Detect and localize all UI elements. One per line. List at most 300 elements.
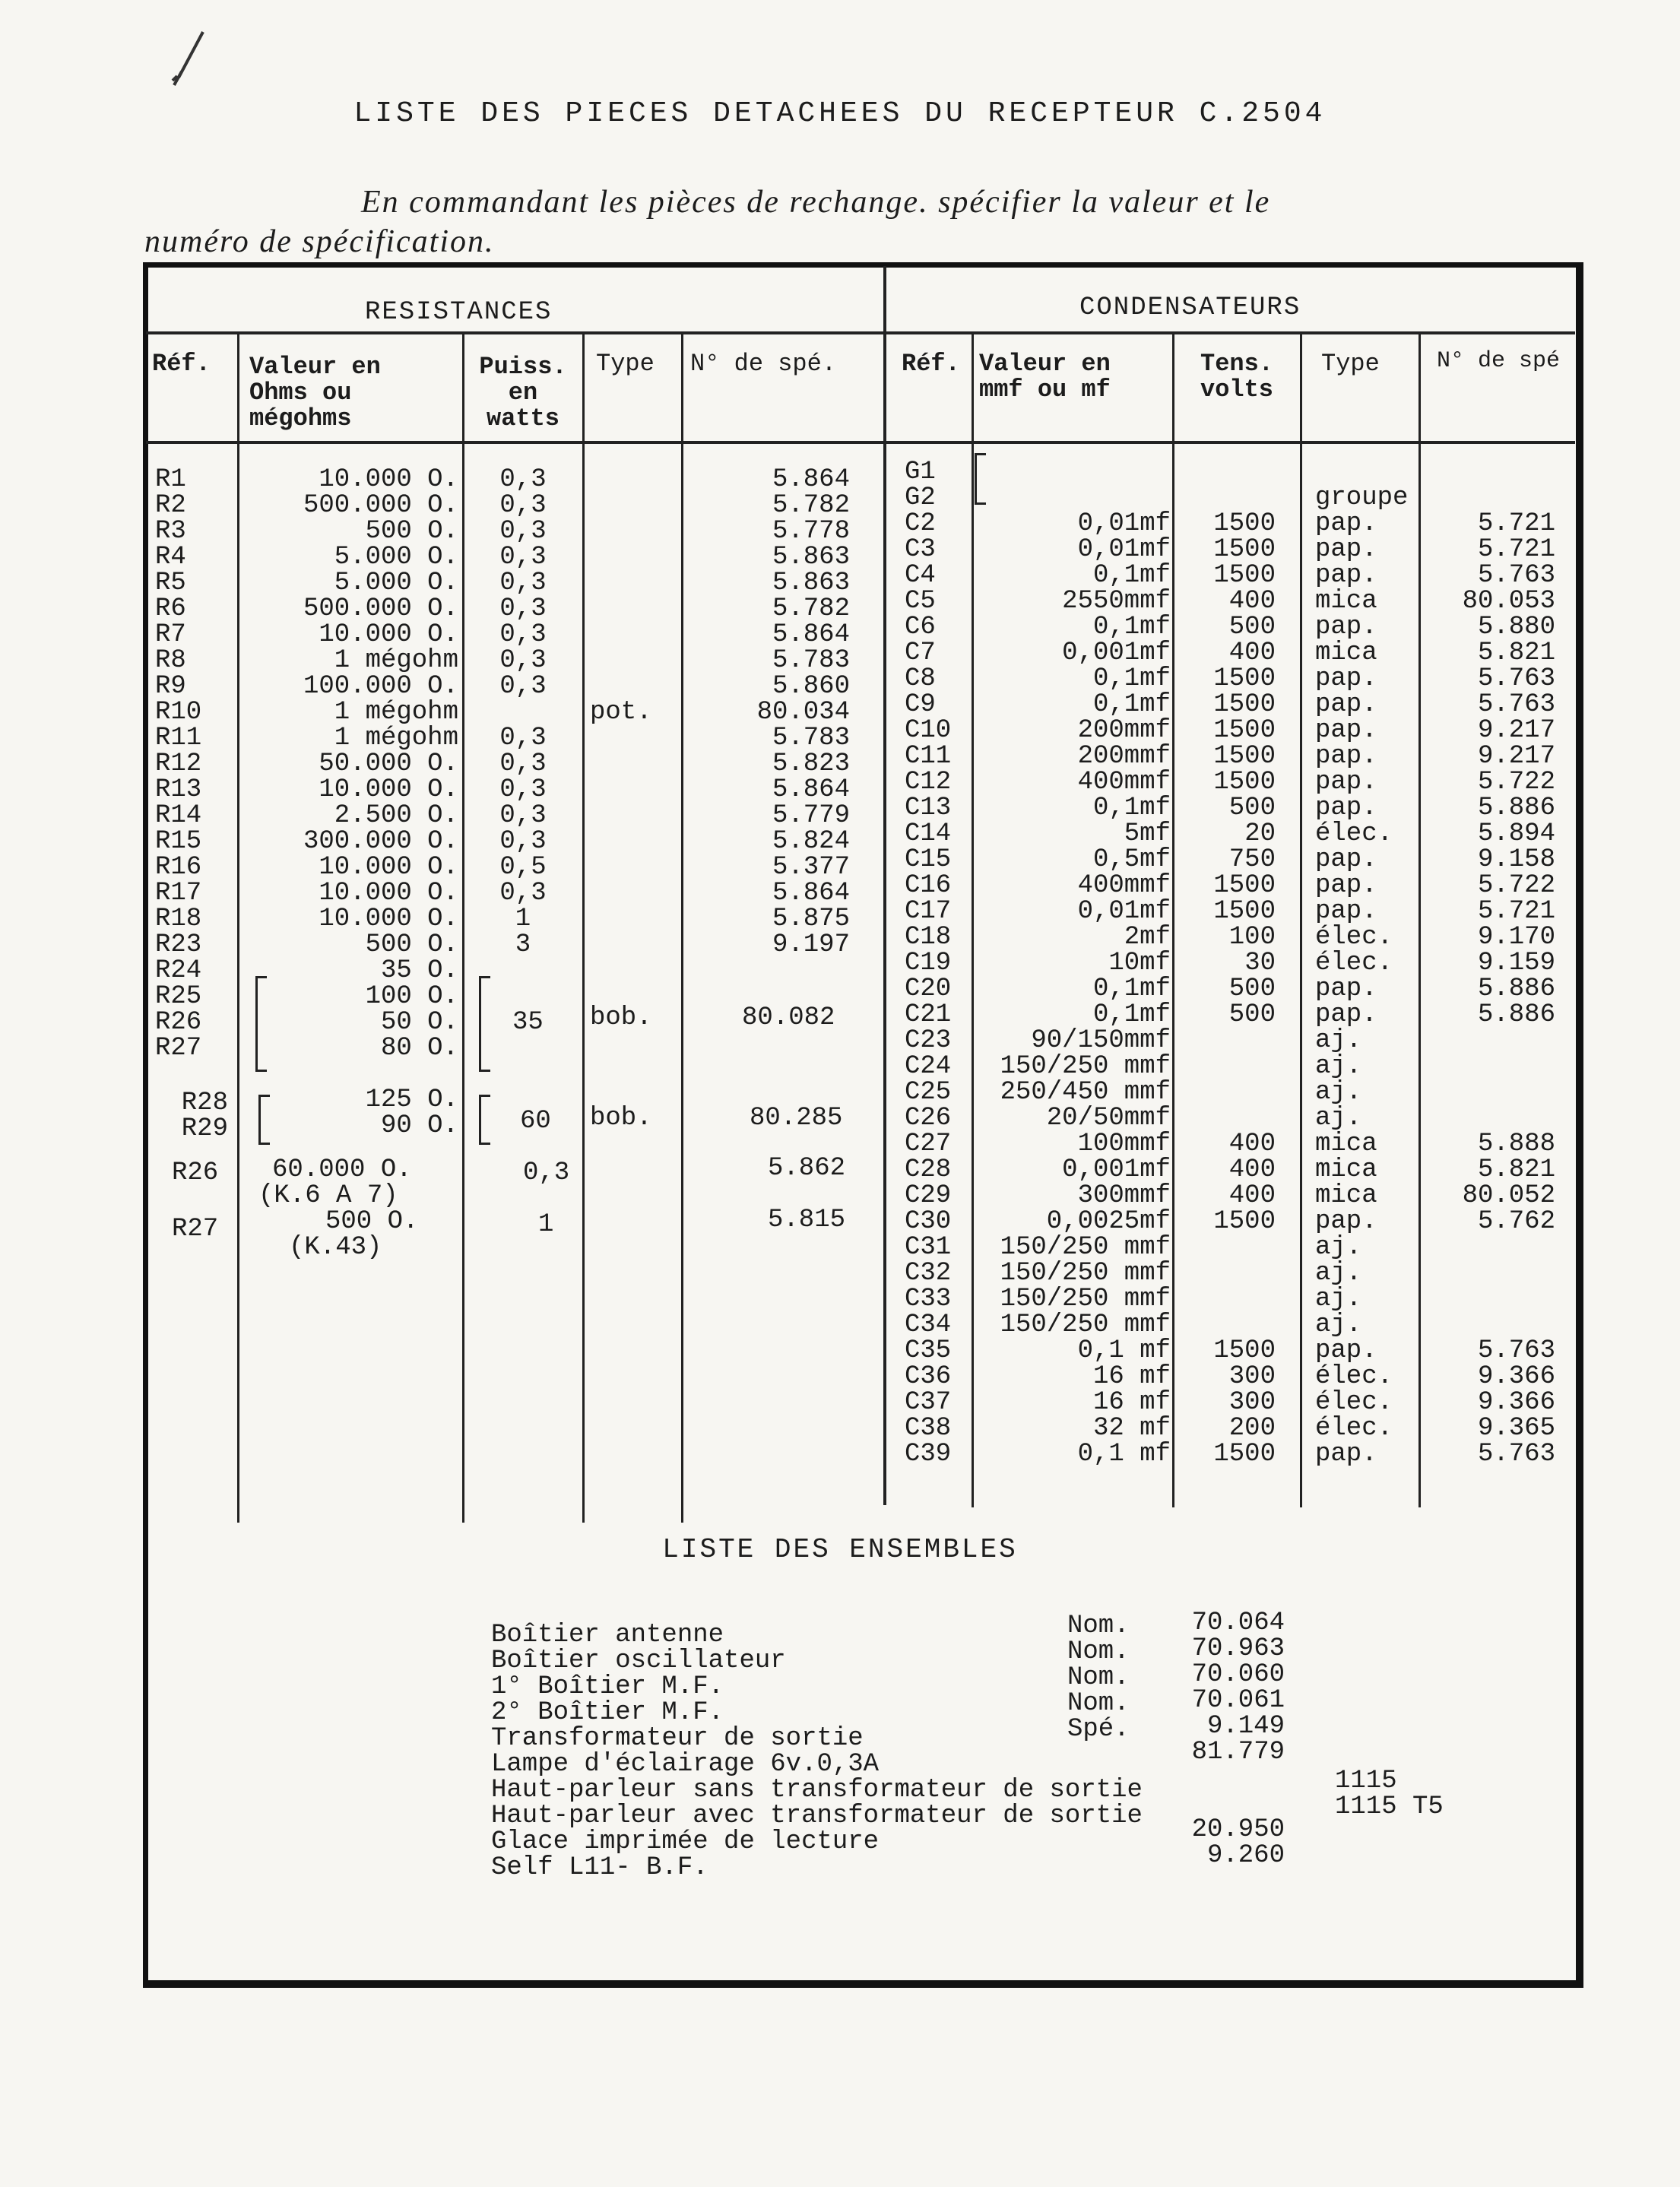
res-watts-cell: 0,3 (499, 517, 547, 546)
cond-ref-cell: C5 (905, 587, 936, 616)
cond-value-cell: 300mmf (1077, 1181, 1171, 1210)
cond-ref-cell: C2 (905, 509, 936, 538)
intro-text (144, 182, 1574, 261)
res-extra-watts: 1 (538, 1210, 554, 1239)
cond-ref-cell: C13 (905, 794, 952, 823)
res-type-cell (590, 570, 680, 596)
res-spec-cell: 5.863 (772, 543, 850, 572)
cond-type-cell: mica (1315, 1181, 1377, 1210)
res-value-cell: 80 O. (380, 1034, 458, 1063)
ensembles-name-cell: 2° Boîtier M.F. (491, 1698, 724, 1727)
res-watts-cell (465, 699, 581, 725)
cond-spec-column (1422, 459, 1555, 1467)
ensembles-prefixe-cell: Nom. (1067, 1663, 1130, 1692)
cond-ref-cell: C15 (905, 845, 952, 874)
cond-spec-cell: 9.365 (1477, 1414, 1555, 1443)
cond-ref-cell: C29 (905, 1181, 952, 1210)
cond-spec-cell (1422, 1105, 1555, 1131)
cond-volts-cell: 1500 (1213, 509, 1276, 538)
cond-value-cell: 400mmf (1077, 871, 1171, 900)
res-type-cell (590, 674, 680, 699)
res-value-cell: 10.000 O. (319, 775, 458, 804)
res-header-valeur-1: Valeur en (249, 353, 381, 381)
cond-volts-cell (1175, 1235, 1276, 1260)
cond-ref-cell: C38 (905, 1414, 952, 1443)
res-ref-cell: R4 (155, 543, 186, 572)
res-ref-cell: R5 (155, 569, 186, 597)
cond-spec-cell: 5.886 (1477, 975, 1555, 1003)
cond-spec-cell: 9.170 (1477, 923, 1555, 952)
cond-volts-cell: 750 (1228, 845, 1276, 874)
res-extra-note: (K.6 A 7) (258, 1181, 398, 1210)
res-ref-cell: R14 (155, 801, 202, 830)
cond-header-tens-2: volts (1200, 376, 1273, 404)
cond-ref-cell: C17 (905, 897, 952, 926)
res-spec-cell: 5.860 (772, 672, 850, 701)
res-value-cell: 50.000 O. (319, 750, 458, 778)
cond-spec-cell: 5.894 (1477, 819, 1555, 848)
res-type-cell (590, 648, 680, 674)
res-type-cell (590, 725, 680, 751)
res-group2-value-cell: 125 O. (365, 1086, 458, 1114)
res-spec-cell: 5.783 (772, 646, 850, 675)
res-value-cell: 100.000 O. (303, 672, 458, 701)
cond-ref-cell: C36 (905, 1362, 952, 1391)
res-extra-value: 60.000 O. (272, 1155, 412, 1184)
res-group2-type: bob. (590, 1104, 652, 1133)
cond-header-valeur (979, 351, 1111, 403)
cond-type-cell: pap. (1315, 690, 1377, 719)
res-spec-cell: 5.782 (772, 491, 850, 520)
res-spec-column (684, 467, 850, 1061)
cond-value-cell: 0,1mf (1092, 561, 1171, 590)
cond-ref-cell: C25 (905, 1078, 952, 1107)
res-ref-cell: R8 (155, 646, 186, 675)
cond-ref-cell: C39 (905, 1440, 952, 1469)
res-spec-cell: 5.779 (772, 801, 850, 830)
cond-type-cell: pap. (1315, 1336, 1377, 1365)
ensembles-name-cell: Haut-parleur sans transformateur de sortie (491, 1776, 1143, 1805)
res-spec-cell: 80.034 (756, 698, 850, 727)
cond-volts-cell: 400 (1228, 1155, 1276, 1184)
page-title: LISTE DES PIECES DETACHEES DU RECEPTEUR C.2504 (353, 97, 1327, 130)
res-type-cell (590, 777, 680, 803)
res-value-cell: 100 O. (365, 982, 458, 1011)
res-value-cell: 1 mégohm (334, 646, 458, 675)
ensembles-prefixes (1067, 1613, 1166, 1872)
res-value-column (242, 467, 458, 1061)
ensembles-name-cell: Boîtier oscillateur (491, 1647, 786, 1675)
ensembles-number-cell (1155, 1791, 1285, 1817)
ensembles-number-cell: 70.060 (1191, 1660, 1285, 1689)
cond-ref-cell: C30 (905, 1207, 952, 1236)
res-col-rule-2 (462, 333, 464, 1523)
res-ref-cell: R11 (155, 724, 202, 753)
cond-header-type: Type (1321, 350, 1380, 378)
cond-value-cell: 2550mmf (1062, 587, 1171, 616)
cond-value-cell: 2mf (1124, 923, 1171, 952)
ensembles-number-cell: 9.260 (1206, 1841, 1285, 1870)
cond-spec-cell (1422, 1054, 1555, 1079)
res-ref-cell: R7 (155, 620, 186, 649)
ensembles-number-cell: 9.149 (1206, 1712, 1285, 1741)
cond-ref-cell: C23 (905, 1026, 952, 1055)
cond-volts-cell: 1500 (1213, 1207, 1276, 1236)
ensembles-prefixe-cell: Nom. (1067, 1637, 1130, 1666)
ensembles-name-cell: Lampe d'éclairage 6v.0,3A (491, 1750, 880, 1779)
cond-ref-cell: G1 (905, 458, 936, 487)
cond-col-rule-2 (1172, 333, 1174, 1507)
cond-ref-cell: C35 (905, 1336, 952, 1365)
cond-type-cell: pap. (1315, 742, 1377, 771)
cond-type-cell: groupe (1315, 483, 1409, 512)
cond-spec-cell: 9.217 (1477, 742, 1555, 771)
cond-volts-cell: 1500 (1213, 561, 1276, 590)
ensembles-number-cell: 81.779 (1191, 1738, 1285, 1767)
res-spec-cell: 5.823 (772, 750, 850, 778)
res-value-cell: 1 mégohm (334, 724, 458, 753)
ensembles-numbers (1155, 1610, 1285, 1868)
res-header-ref: Réf. (152, 350, 211, 378)
cond-ref-cell: C3 (905, 535, 936, 564)
cond-type-cell: aj. (1315, 1233, 1362, 1262)
cond-volts-cell (1175, 1105, 1276, 1131)
cond-spec-cell: 5.886 (1477, 1000, 1555, 1029)
res-value-cell: 300.000 O. (303, 827, 458, 856)
cond-ref-cell: C12 (905, 768, 952, 797)
cond-value-cell: 0,1mf (1092, 1000, 1171, 1029)
cond-value-cell: 0,01mf (1077, 535, 1171, 564)
cond-spec-cell: 5.763 (1477, 561, 1555, 590)
res-ref-cell: R25 (155, 982, 202, 1011)
cond-type-cell: pap. (1315, 845, 1377, 874)
res-header-puiss-3: watts (486, 404, 559, 433)
res-type-cell (590, 751, 680, 777)
cond-ref-cell: G2 (905, 483, 936, 512)
res-ref-cell: R15 (155, 827, 202, 856)
cond-volts-cell: 400 (1228, 639, 1276, 667)
cond-ref-cell: C27 (905, 1130, 952, 1158)
ensembles-name-cell: Self L11- B.F. (491, 1853, 708, 1882)
cond-header-valeur-1: Valeur en (979, 350, 1111, 378)
res-extra-spec: 5.815 (768, 1206, 846, 1235)
res-type-cell (590, 544, 680, 570)
res-extra-watts: 0,3 (523, 1158, 570, 1187)
cond-type-cell: élec. (1315, 1414, 1393, 1443)
cond-ref-cell: C11 (905, 742, 952, 771)
cond-spec-cell: 5.721 (1477, 535, 1555, 564)
res-spec-cell: 5.377 (772, 853, 850, 882)
res-type-cell (590, 467, 680, 493)
res-watts-cell: 0,3 (499, 750, 547, 778)
ensembles-right-numbers (1335, 1613, 1510, 1872)
res-extra-ref: R26 (172, 1158, 219, 1187)
res-value-cell: 500 O. (365, 930, 458, 959)
cond-volts-cell: 400 (1228, 587, 1276, 616)
cond-value-cell: 150/250 mmf (1000, 1285, 1171, 1314)
ensembles-title: LISTE DES ENSEMBLES (662, 1534, 1018, 1565)
cond-value-cell: 5mf (1124, 819, 1171, 848)
res-group2-spec: 80.285 (750, 1104, 843, 1133)
cond-spec-cell: 5.721 (1477, 509, 1555, 538)
res-value-cell: 500 O. (365, 517, 458, 546)
cond-spec-cell: 9.366 (1477, 1388, 1555, 1417)
res-watts-cell: 0,3 (499, 724, 547, 753)
res-watts-cell: 0,3 (499, 827, 547, 856)
cond-type-cell: mica (1315, 587, 1377, 616)
res-group2-ref-cell: R29 (181, 1114, 228, 1143)
cond-spec-cell (1422, 1286, 1555, 1312)
cond-ref-cell: C7 (905, 639, 936, 667)
cond-value-cell (981, 485, 1171, 511)
res-type-cell (590, 854, 680, 880)
ensembles-name-cell: Transformateur de sortie (491, 1724, 864, 1753)
cond-volts-cell: 1500 (1213, 871, 1276, 900)
ensembles-prefixe-cell (1067, 1794, 1166, 1820)
cond-volts-cell: 1500 (1213, 742, 1276, 771)
res-ref-cell: R1 (155, 465, 186, 494)
cond-ref-cell: C6 (905, 613, 936, 642)
ensembles-prefixe-cell (1067, 1820, 1166, 1846)
ensembles-number-cell: 70.061 (1191, 1686, 1285, 1715)
cond-volts-cell: 1500 (1213, 1440, 1276, 1469)
cond-type-cell: pap. (1315, 871, 1377, 900)
res-type-cell (590, 932, 680, 958)
ensembles-right-number-cell (1335, 1665, 1510, 1691)
res-type-cell (590, 1035, 680, 1061)
res-ref-cell: R12 (155, 750, 202, 778)
cond-type-cell: élec. (1315, 1362, 1393, 1391)
cond-value-cell: 150/250 mmf (1000, 1259, 1171, 1288)
cond-spec-cell (1422, 485, 1555, 511)
cond-value-cell: 0,001mf (1062, 1155, 1171, 1184)
res-type-cell (590, 518, 680, 544)
cond-spec-cell: 9.158 (1477, 845, 1555, 874)
cond-value-cell: 90/150mmf (1031, 1026, 1171, 1055)
cond-spec-cell (1422, 1312, 1555, 1338)
cond-value-cell: 20/50mmf (1046, 1104, 1171, 1133)
cond-volts-cell: 100 (1228, 923, 1276, 952)
cond-value-cell: 10mf (1108, 949, 1171, 978)
cond-ref-cell: C10 (905, 716, 952, 745)
cond-type-cell: élec. (1315, 1388, 1393, 1417)
cond-spec-cell: 80.052 (1462, 1181, 1555, 1210)
res-watts-cell: 1 (515, 905, 531, 933)
res-watts-cell: 0,3 (499, 569, 547, 597)
cond-type-cell: aj. (1315, 1311, 1362, 1339)
ensembles-right-number-cell (1335, 1716, 1510, 1742)
cond-volts-cell (1175, 1054, 1276, 1079)
res-group1-type: bob. (590, 1003, 652, 1032)
cond-volts-cell (1175, 1028, 1276, 1054)
cond-ref-cell: C21 (905, 1000, 952, 1029)
res-bracket-group1-watts (479, 976, 490, 1072)
cond-spec-cell: 5.821 (1477, 639, 1555, 667)
res-value-cell: 500.000 O. (303, 594, 458, 623)
cond-volts-cell (1175, 1079, 1276, 1105)
res-col-rule-1 (237, 333, 239, 1523)
cond-value-cell: 0,1mf (1092, 975, 1171, 1003)
cond-volts-cell: 500 (1228, 975, 1276, 1003)
res-ref-column (155, 467, 231, 1061)
cond-value-cell: 0,1 mf (1077, 1336, 1171, 1365)
cond-type-cell: aj. (1315, 1285, 1362, 1314)
cond-value-cell: 0,001mf (1062, 639, 1171, 667)
res-watts-cell: 0,3 (499, 491, 547, 520)
res-watts-cell: 0,3 (499, 594, 547, 623)
res-ref-cell: R16 (155, 853, 202, 882)
cond-type-cell: pap. (1315, 535, 1377, 564)
res-group1-spec: 80.082 (742, 1003, 835, 1032)
cond-spec-cell (1422, 1028, 1555, 1054)
ensembles-prefixe-cell (1067, 1768, 1166, 1794)
ensembles-name-cell: Boîtier antenne (491, 1621, 724, 1650)
cond-type-cell: aj. (1315, 1104, 1362, 1133)
cond-spec-cell: 5.763 (1477, 664, 1555, 693)
cond-spec-cell (1422, 1079, 1555, 1105)
cond-ref-cell: C28 (905, 1155, 952, 1184)
cond-value-cell: 16 mf (1092, 1362, 1171, 1391)
res-header-spec: N° de spé. (690, 350, 837, 378)
cond-type-cell: mica (1315, 1155, 1377, 1184)
cond-spec-cell: 9.366 (1477, 1362, 1555, 1391)
cond-value-cell: 0,1mf (1092, 664, 1171, 693)
cond-col-rule-3 (1300, 333, 1302, 1507)
cond-volts-cell: 1500 (1213, 1336, 1276, 1365)
cond-volts-cell: 30 (1244, 949, 1276, 978)
res-spec-cell (684, 958, 850, 984)
res-spec-cell: 5.782 (772, 594, 850, 623)
res-bracket-group2-value (258, 1095, 270, 1145)
ensembles-number-cell (1155, 1765, 1285, 1791)
cond-volts-cell: 300 (1228, 1362, 1276, 1391)
cond-value-cell: 32 mf (1092, 1414, 1171, 1443)
cond-value-cell: 250/450 mmf (1000, 1078, 1171, 1107)
cond-type-column (1315, 459, 1417, 1467)
res-type-cell (590, 493, 680, 518)
cond-ref-cell: C8 (905, 664, 936, 693)
cond-type-cell: aj. (1315, 1052, 1362, 1081)
cond-spec-cell (1422, 1260, 1555, 1286)
res-value-cell: 50 O. (380, 1008, 458, 1037)
cond-type-cell: pap. (1315, 1440, 1377, 1469)
res-header-puiss (465, 354, 581, 432)
cond-spec-cell: 5.722 (1477, 768, 1555, 797)
header-top-rule (146, 331, 1575, 334)
cond-value-cell: 0,1mf (1092, 690, 1171, 719)
res-value-cell: 500.000 O. (303, 491, 458, 520)
res-ref-cell: R26 (155, 1008, 202, 1037)
res-extra-value: 500 O. (325, 1207, 419, 1236)
cond-ref-cell: C34 (905, 1311, 952, 1339)
cond-type-cell: pap. (1315, 664, 1377, 693)
cond-volts-cell (1175, 459, 1276, 485)
res-group2-ref-cell: R28 (181, 1089, 228, 1117)
cond-type-cell: pap. (1315, 768, 1377, 797)
cond-value-cell: 0,1mf (1092, 613, 1171, 642)
res-ref-cell: R2 (155, 491, 186, 520)
cond-type-cell: aj. (1315, 1026, 1362, 1055)
res-group2-watts: 60 (520, 1107, 551, 1136)
res-header-puiss-1: Puiss. (479, 353, 567, 381)
res-header-valeur (249, 354, 381, 432)
cond-spec-cell: 5.821 (1477, 1155, 1555, 1184)
ensembles-number-cell: 70.064 (1191, 1609, 1285, 1637)
cond-type-cell: pap. (1315, 1000, 1377, 1029)
cond-spec-cell: 5.763 (1477, 690, 1555, 719)
res-value-cell: 35 O. (380, 956, 458, 985)
res-type-cell (590, 958, 680, 984)
pen-mark (163, 30, 209, 91)
res-group2-values (242, 1087, 458, 1139)
res-header-valeur-3: mégohms (249, 404, 352, 433)
cond-type-cell: pap. (1315, 897, 1377, 926)
intro-line-2: numéro de spécification. (144, 224, 495, 259)
res-type-cell (590, 829, 680, 854)
resistances-title: RESISTANCES (365, 298, 553, 327)
res-ref-cell: R6 (155, 594, 186, 623)
res-ref-cell: R17 (155, 879, 202, 908)
res-col-rule-3 (582, 333, 585, 1523)
cond-ref-cell: C16 (905, 871, 952, 900)
res-group2-value-cell: 90 O. (380, 1111, 458, 1140)
res-value-cell: 5.000 O. (334, 569, 458, 597)
cond-value-cell: 150/250 mmf (1000, 1311, 1171, 1339)
cond-spec-cell: 5.763 (1477, 1336, 1555, 1365)
cond-type-cell (1315, 459, 1417, 485)
res-watts-cell: 0,3 (499, 879, 547, 908)
cond-volts-cell (1175, 1286, 1276, 1312)
res-spec-cell: 9.197 (772, 930, 850, 959)
cond-type-cell: pap. (1315, 794, 1377, 823)
cond-header-tens (1175, 351, 1298, 403)
res-ref-cell: R24 (155, 956, 202, 985)
cond-value-cell: 0,5mf (1092, 845, 1171, 874)
cond-spec-cell: 9.159 (1477, 949, 1555, 978)
res-ref-cell: R23 (155, 930, 202, 959)
cond-value-cell: 150/250 mmf (1000, 1052, 1171, 1081)
res-ref-cell: R18 (155, 905, 202, 933)
cond-value-column (981, 459, 1171, 1467)
res-header-puiss-2: en (508, 379, 538, 407)
res-value-cell: 1 mégohm (334, 698, 458, 727)
cond-type-cell: pap. (1315, 716, 1377, 745)
cond-col-rule-1 (972, 333, 974, 1507)
res-watts-cell: 0,3 (499, 620, 547, 649)
res-value-cell: 5.000 O. (334, 543, 458, 572)
cond-spec-cell: 5.762 (1477, 1207, 1555, 1236)
res-type-cell (590, 596, 680, 622)
cond-ref-cell: C31 (905, 1233, 952, 1262)
res-watts-cell: 0,3 (499, 646, 547, 675)
ensembles-name-cell: Glace imprimée de lecture (491, 1827, 880, 1856)
cond-volts-cell: 500 (1228, 613, 1276, 642)
ensembles-right-number-cell (1335, 1742, 1510, 1768)
cond-volts-cell: 400 (1228, 1130, 1276, 1158)
res-watts-column (465, 467, 581, 1061)
cond-volts-cell: 300 (1228, 1388, 1276, 1417)
cond-ref-cell: C24 (905, 1052, 952, 1081)
cond-value-cell: 0,0025mf (1046, 1207, 1171, 1236)
ensembles-prefixe-cell: Nom. (1067, 1689, 1130, 1718)
res-extra-spec: 5.862 (768, 1154, 846, 1183)
res-spec-cell: 5.824 (772, 827, 850, 856)
res-group1-watts: 35 (512, 1008, 544, 1037)
cond-spec-cell: 5.880 (1477, 613, 1555, 642)
res-type-cell (590, 803, 680, 829)
ensembles-prefixe-cell (1067, 1846, 1166, 1872)
res-watts-cell: 0,3 (499, 775, 547, 804)
